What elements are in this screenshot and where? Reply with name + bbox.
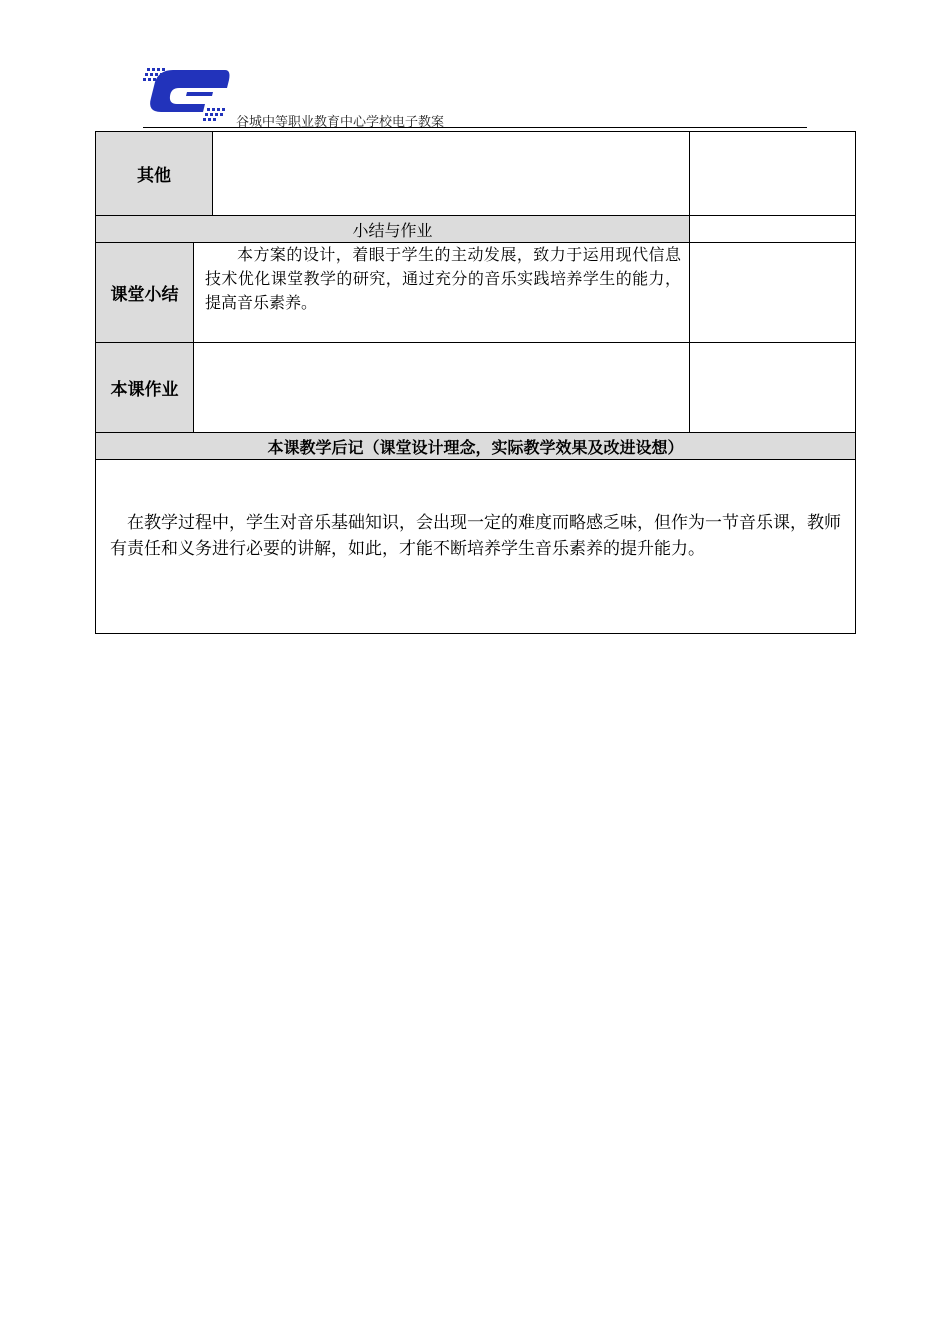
homework-label: 本课作业 — [95, 342, 194, 433]
header-divider — [143, 127, 807, 128]
other-label: 其他 — [95, 131, 213, 216]
school-logo-icon — [143, 66, 233, 126]
reflection-heading: 本课教学后记（课堂设计理念，实际教学效果及改进设想） — [95, 432, 856, 460]
class-summary-text: 本方案的设计，着眼于学生的主动发展，致力于运用现代信息技术优化课堂教学的研究，通过充分的音乐实践培养学生的能力，提高音乐素养。 — [205, 245, 681, 312]
class-summary-cell — [193, 242, 690, 343]
school-title: 谷城中等职业教育中心学校电子教案 — [236, 115, 445, 130]
other-notes-cell — [689, 131, 856, 216]
other-content-cell — [212, 131, 690, 216]
summary-heading-notes-cell — [689, 215, 856, 243]
homework-content-cell — [193, 342, 690, 433]
summary-homework-heading: 小结与作业 — [95, 215, 690, 243]
class-summary-notes-cell — [689, 242, 856, 343]
class-summary-label: 课堂小结 — [95, 242, 194, 343]
homework-notes-cell — [689, 342, 856, 433]
reflection-cell — [95, 459, 856, 634]
reflection-text: 在教学过程中，学生对音乐基础知识，会出现一定的难度而略感乏味，但作为一节音乐课，教师有责任和义务进行必要的讲解，如此，才能不断培养学生音乐素养的提升能力。 — [110, 513, 841, 559]
